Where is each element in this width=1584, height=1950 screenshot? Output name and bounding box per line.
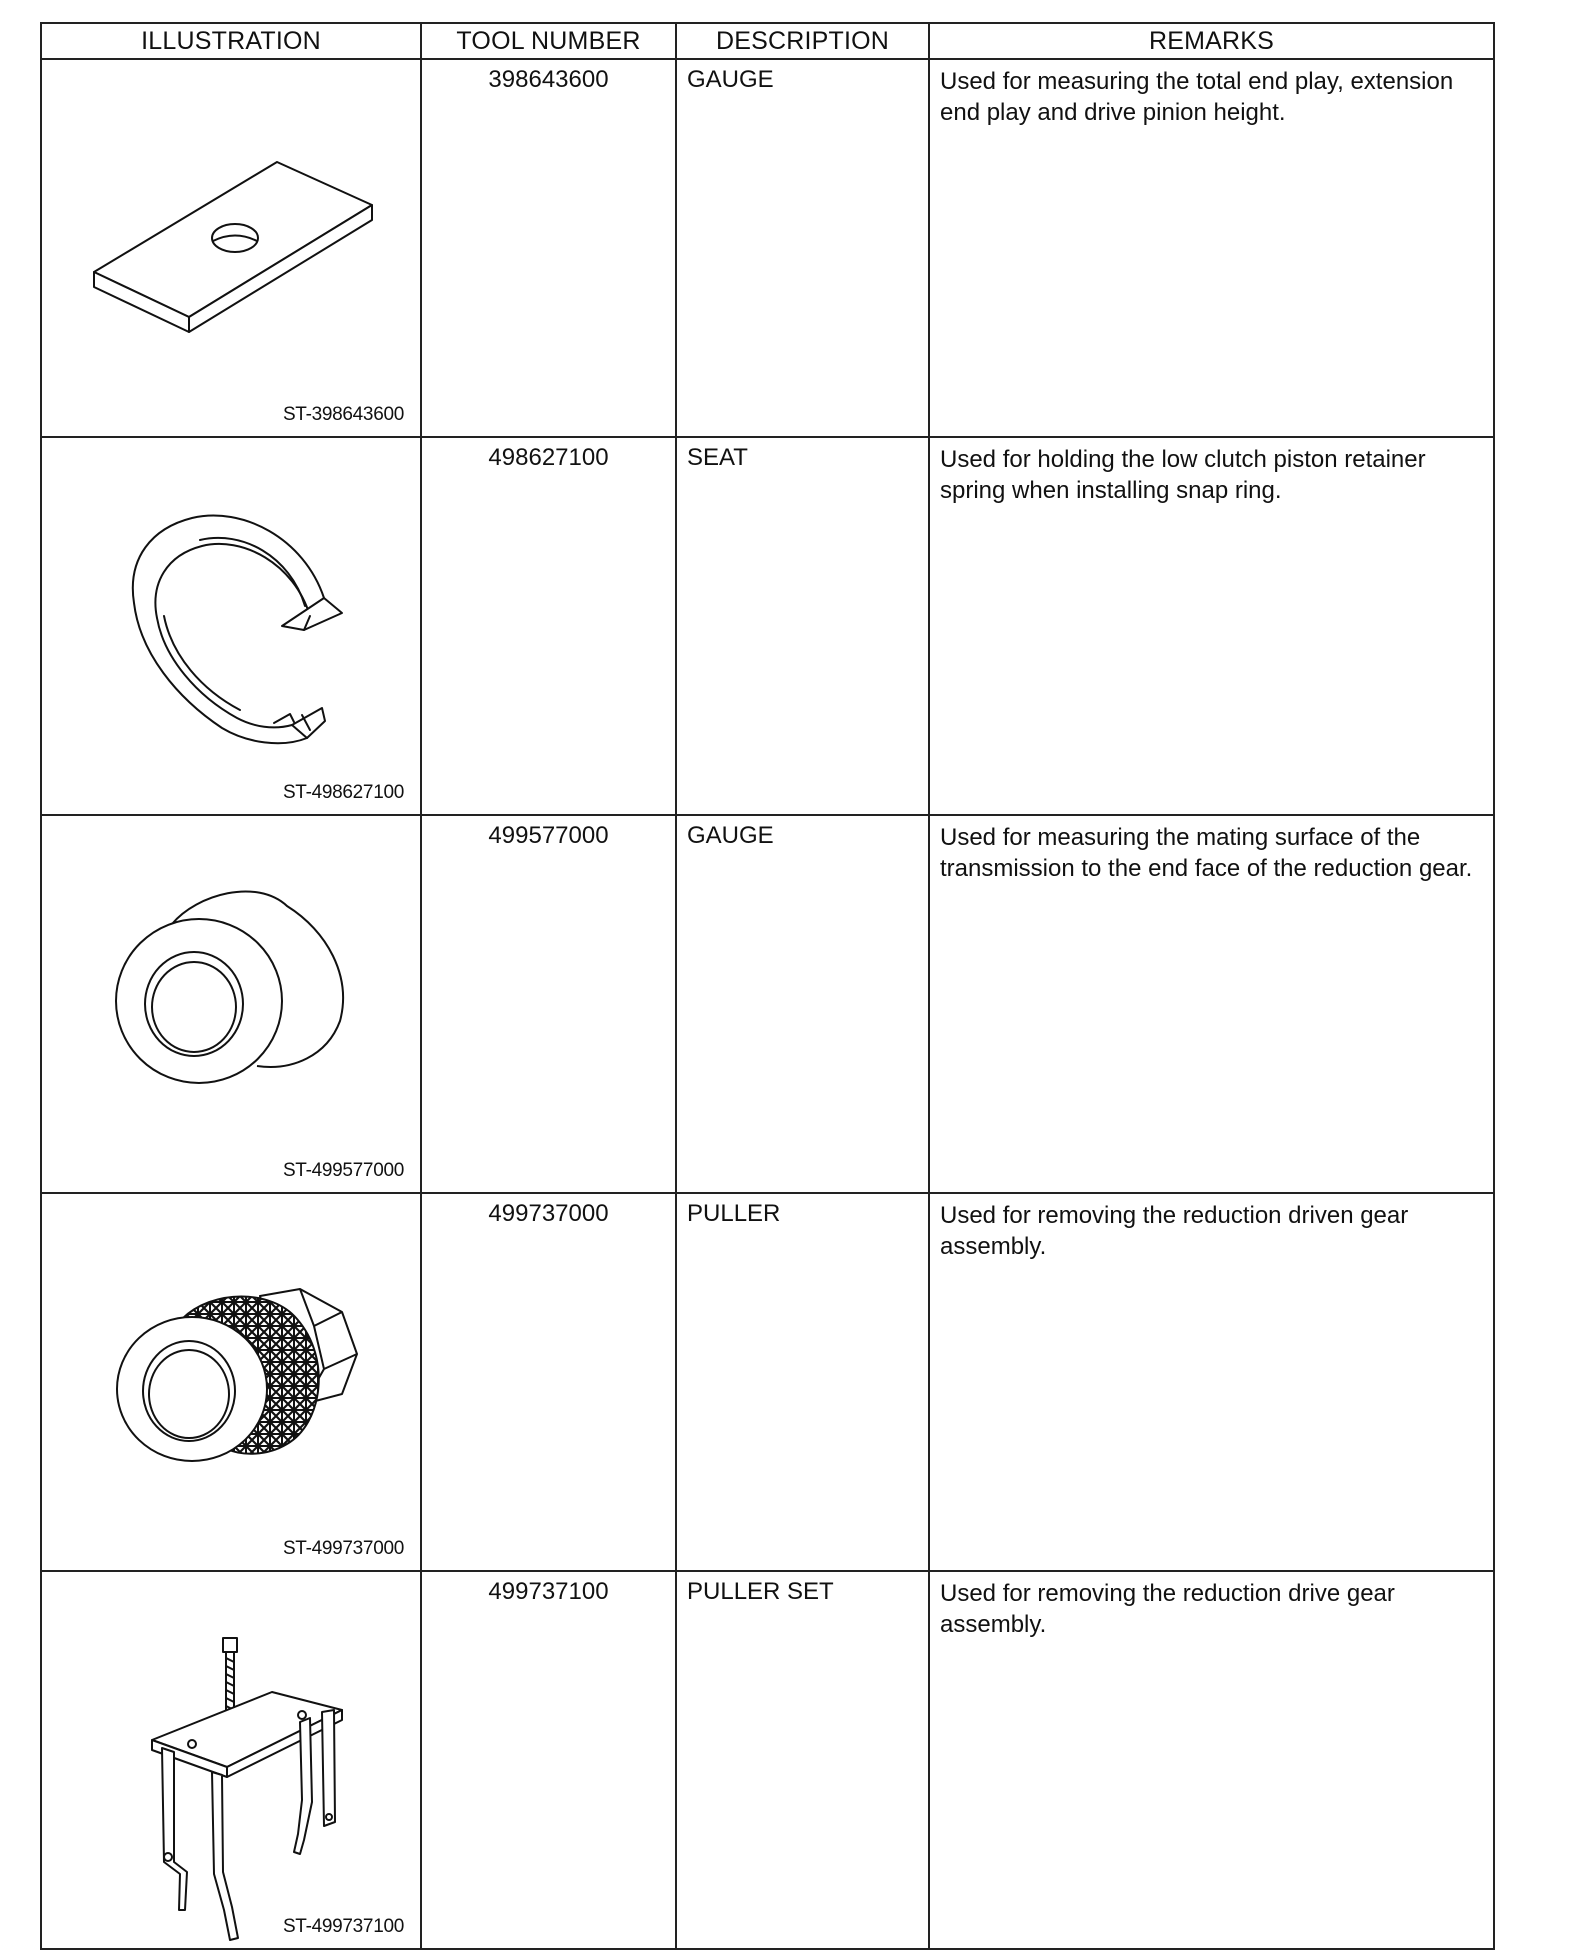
header-remarks: REMARKS [929, 23, 1494, 59]
puller-set-illustration [42, 1572, 422, 1942]
tool-remarks: Used for measuring the mating surface of the transmission to the end face of the reduction gear. [929, 815, 1494, 1193]
gauge-cylinder-illustration [42, 816, 422, 1186]
tool-number: 499577000 [421, 815, 676, 1193]
puller-illustration [42, 1194, 422, 1564]
gauge-plate-illustration [42, 60, 422, 430]
illustration-cell [41, 815, 421, 1193]
tool-description: GAUGE [676, 815, 929, 1193]
illustration-code: ST-498627100 [282, 782, 404, 803]
illustration-code: ST-499577000 [282, 1160, 404, 1181]
table-row [41, 437, 1494, 815]
tool-description: PULLER SET [676, 1571, 929, 1949]
header-row [41, 23, 1494, 59]
tool-description: PULLER [676, 1193, 929, 1571]
tool-remarks: Used for removing the reduction driven gear assembly. [929, 1193, 1494, 1571]
tool-number: 398643600 [421, 59, 676, 437]
tool-remarks: Used for measuring the total end play, extension end play and drive pinion height. [929, 59, 1494, 437]
tool-remarks: Used for holding the low clutch piston retainer spring when installing snap ring. [929, 437, 1494, 815]
header-description: DESCRIPTION [676, 23, 929, 59]
tool-description: GAUGE [676, 59, 929, 437]
tool-number: 499737100 [421, 1571, 676, 1949]
seat-ring-illustration [42, 438, 422, 808]
table-row [41, 815, 1494, 1193]
special-tools-table [40, 22, 1495, 1950]
table-row [41, 59, 1494, 437]
table-row [41, 1571, 1494, 1949]
illustration-code: ST-499737100 [282, 1916, 404, 1937]
illustration-cell [41, 59, 421, 437]
tool-description: SEAT [676, 437, 929, 815]
table-row [41, 1193, 1494, 1571]
illustration-code: ST-398643600 [282, 404, 404, 425]
tool-number: 499737000 [421, 1193, 676, 1571]
illustration-cell [41, 1193, 421, 1571]
tool-remarks: Used for removing the reduction drive gear assembly. [929, 1571, 1494, 1949]
tool-number: 498627100 [421, 437, 676, 815]
illustration-code: ST-499737000 [282, 1538, 404, 1559]
illustration-cell [41, 437, 421, 815]
header-tool-number: TOOL NUMBER [421, 23, 676, 59]
illustration-cell [41, 1571, 421, 1949]
header-illustration: ILLUSTRATION [41, 23, 421, 59]
